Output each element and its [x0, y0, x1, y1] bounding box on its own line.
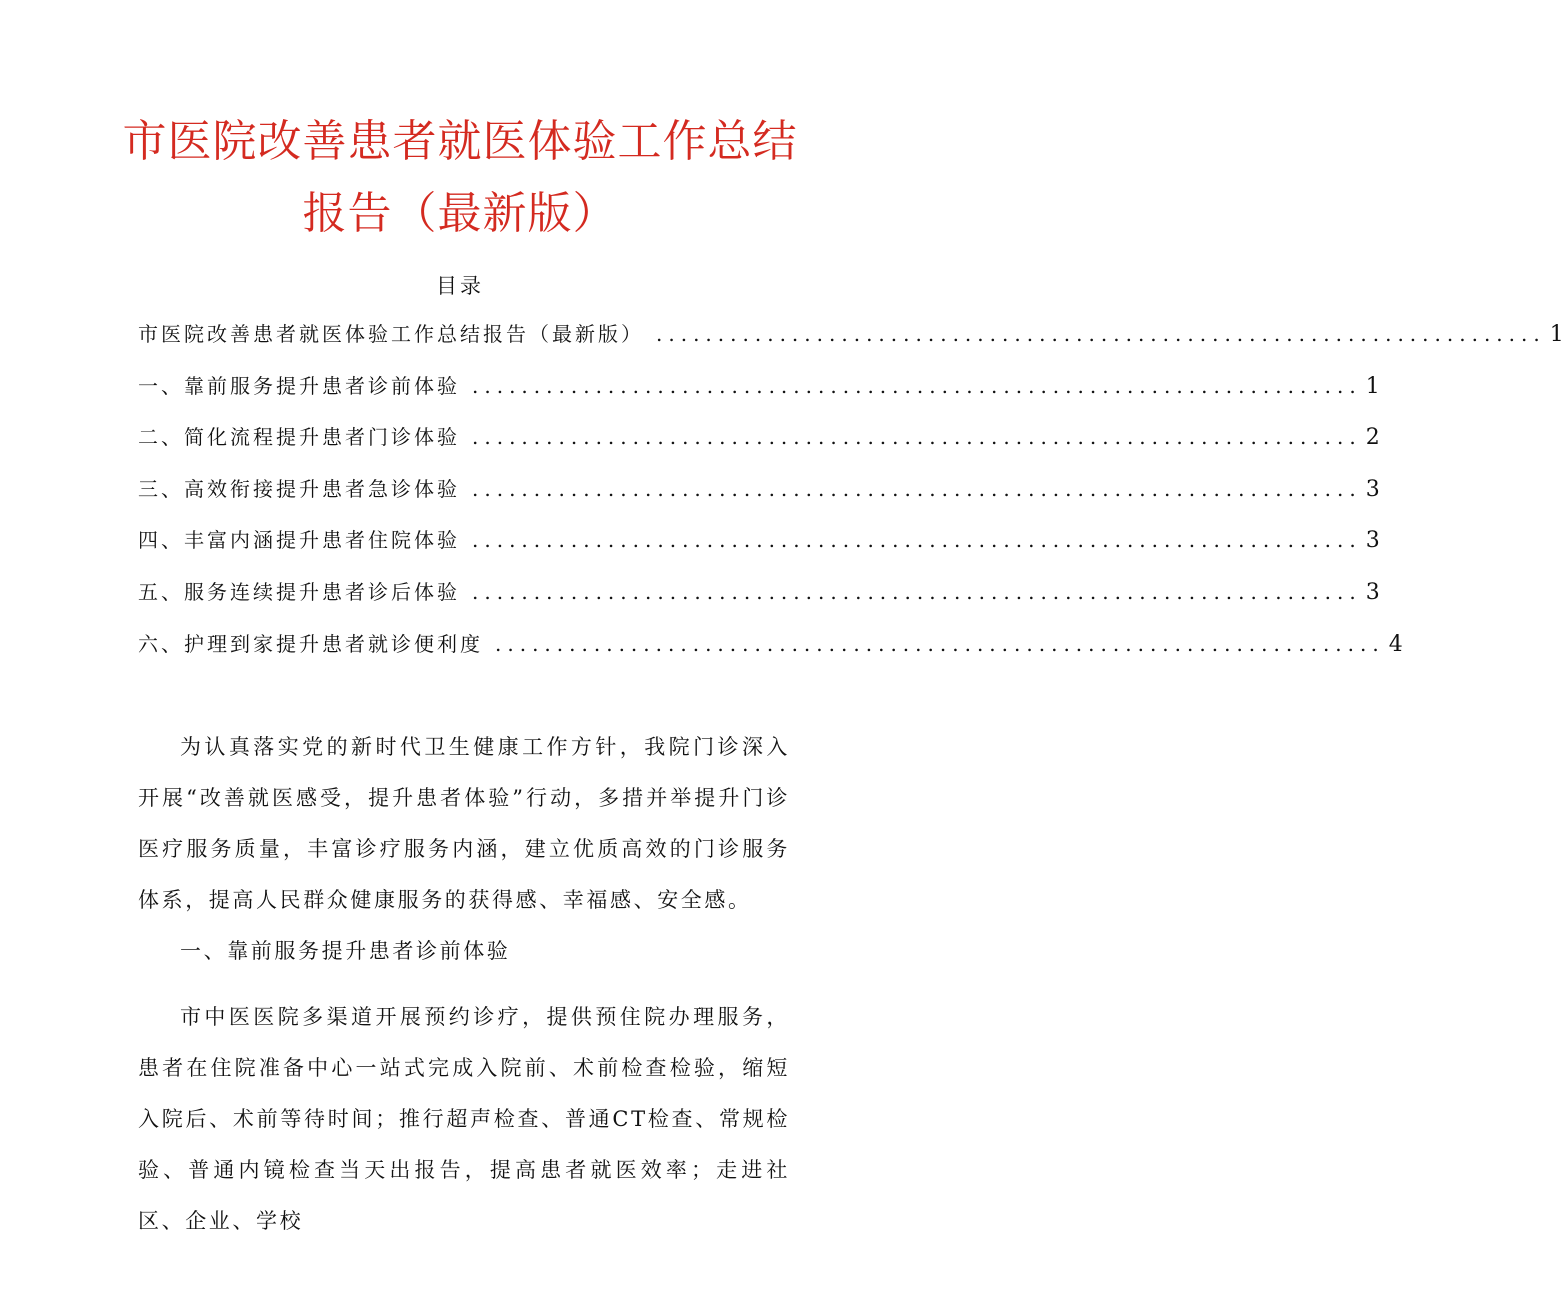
toc-leader-dots: ........................................................................ — [472, 425, 1362, 450]
toc-leader-dots: ........................................................................ — [495, 631, 1385, 656]
toc-entry-page: 3 — [1365, 528, 1380, 554]
toc-entry-label: 一、靠前服务提升患者诊前体验 — [138, 373, 460, 398]
toc-entry-page: 3 — [1365, 476, 1380, 502]
toc-leader-dots: ........................................................................ — [472, 476, 1362, 501]
toc-entry-page: 1 — [1365, 373, 1380, 399]
section-heading: 一、靠前服务提升患者诊前体验 — [180, 939, 511, 963]
table-of-contents — [138, 318, 1564, 679]
intro-paragraph: 为认真落实党的新时代卫生健康工作方针，我院门诊深入开展“改善就医感受，提升患者体验”行动，多措并举提升门诊医疗服务质量，丰富诊疗服务内涵，建立优质高效的门诊服务体系，提高人民群众健康服务的获得感、幸福感、安全感。 — [138, 735, 790, 912]
toc-entry[interactable] — [138, 318, 1564, 370]
section-paragraph: 市中医医院多渠道开展预约诊疗，提供预住院办理服务，患者在住院准备中心一站式完成入院前、术前检查检验，缩短入院后、术前等待时间；推行超声检查、普通CT检查、常规检验、普通内镜检查当天出报告，提高患者就医效率；走进社区、企业、学校 — [138, 1005, 790, 1233]
toc-leader-dots: ........................................................................ — [472, 373, 1362, 398]
toc-entry-label: 五、服务连续提升患者诊后体验 — [138, 579, 460, 604]
toc-entry-page: 3 — [1365, 579, 1380, 605]
toc-leader-dots: ........................................................................ — [472, 528, 1362, 553]
toc-entry[interactable] — [138, 370, 1380, 422]
document-title-line-1: 市医院改善患者就医体验工作总结 — [122, 116, 798, 167]
toc-entry[interactable] — [138, 628, 1403, 680]
toc-entry-label: 市医院改善患者就医体验工作总结报告（最新版） — [138, 322, 644, 346]
toc-leader-dots: ........................................................................ — [656, 322, 1546, 346]
toc-entry-page: 1 — [1549, 322, 1564, 347]
toc-entry[interactable] — [138, 421, 1380, 473]
toc-entry[interactable] — [138, 576, 1380, 628]
toc-leader-dots: ........................................................................ — [472, 579, 1362, 604]
toc-entry[interactable] — [138, 473, 1380, 525]
toc-entry-label: 六、护理到家提升患者就诊便利度 — [138, 631, 483, 656]
toc-heading: 目录 — [436, 274, 484, 298]
toc-entry-label: 二、简化流程提升患者门诊体验 — [138, 425, 460, 450]
toc-entry-label: 四、丰富内涵提升患者住院体验 — [138, 528, 460, 553]
document-title-line-2: 报告（最新版） — [302, 188, 618, 239]
toc-entry[interactable] — [138, 524, 1380, 576]
toc-entry-label: 三、高效衔接提升患者急诊体验 — [138, 476, 460, 501]
toc-entry-page: 2 — [1365, 425, 1380, 451]
toc-entry-page: 4 — [1388, 631, 1403, 657]
